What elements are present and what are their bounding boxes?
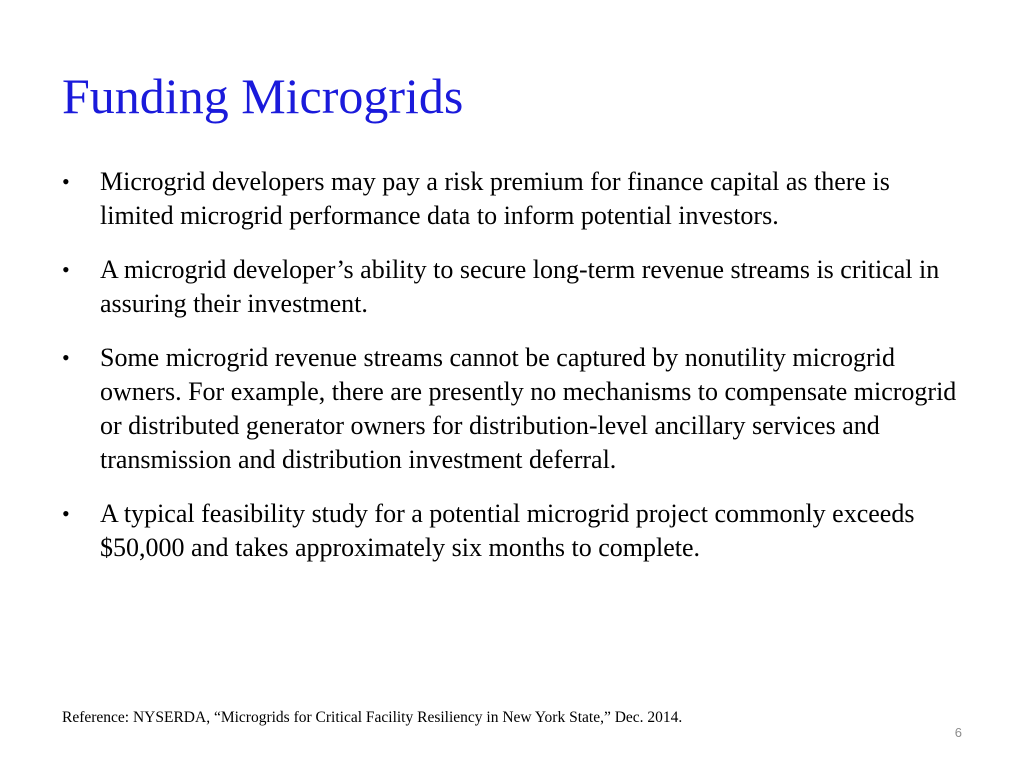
slide-title: Funding Microgrids bbox=[62, 68, 464, 124]
bullet-item bbox=[62, 253, 967, 321]
bullet-item bbox=[62, 497, 967, 565]
bullet-item bbox=[62, 165, 967, 233]
page-number: 6 bbox=[954, 725, 962, 740]
bullet-text: Some microgrid revenue streams cannot be captured by nonutility microgrid owners. For example, there are presently no mechanisms to compensate microgrid or distributed generator owners for distribution-level ancillary services and transmission and distribution investment deferral. bbox=[100, 343, 957, 474]
bullet-list bbox=[62, 165, 967, 585]
bullet-icon: • bbox=[62, 501, 70, 526]
reference-note: Reference: NYSERDA, “Microgrids for Critical Facility Resiliency in New York State,” Dec. 2014. bbox=[62, 709, 683, 726]
bullet-text: Microgrid developers may pay a risk premium for finance capital as there is limited microgrid performance data to inform potential investors. bbox=[100, 167, 890, 230]
bullet-text: A typical feasibility study for a potential microgrid project commonly exceeds $50,000 and takes approximately six months to complete. bbox=[100, 499, 915, 562]
bullet-icon: • bbox=[62, 257, 70, 282]
bullet-item bbox=[62, 341, 967, 477]
bullet-icon: • bbox=[62, 169, 70, 194]
bullet-text: A microgrid developer’s ability to secure long-term revenue streams is critical in assuring their investment. bbox=[100, 255, 940, 318]
bullet-icon: • bbox=[62, 345, 70, 370]
